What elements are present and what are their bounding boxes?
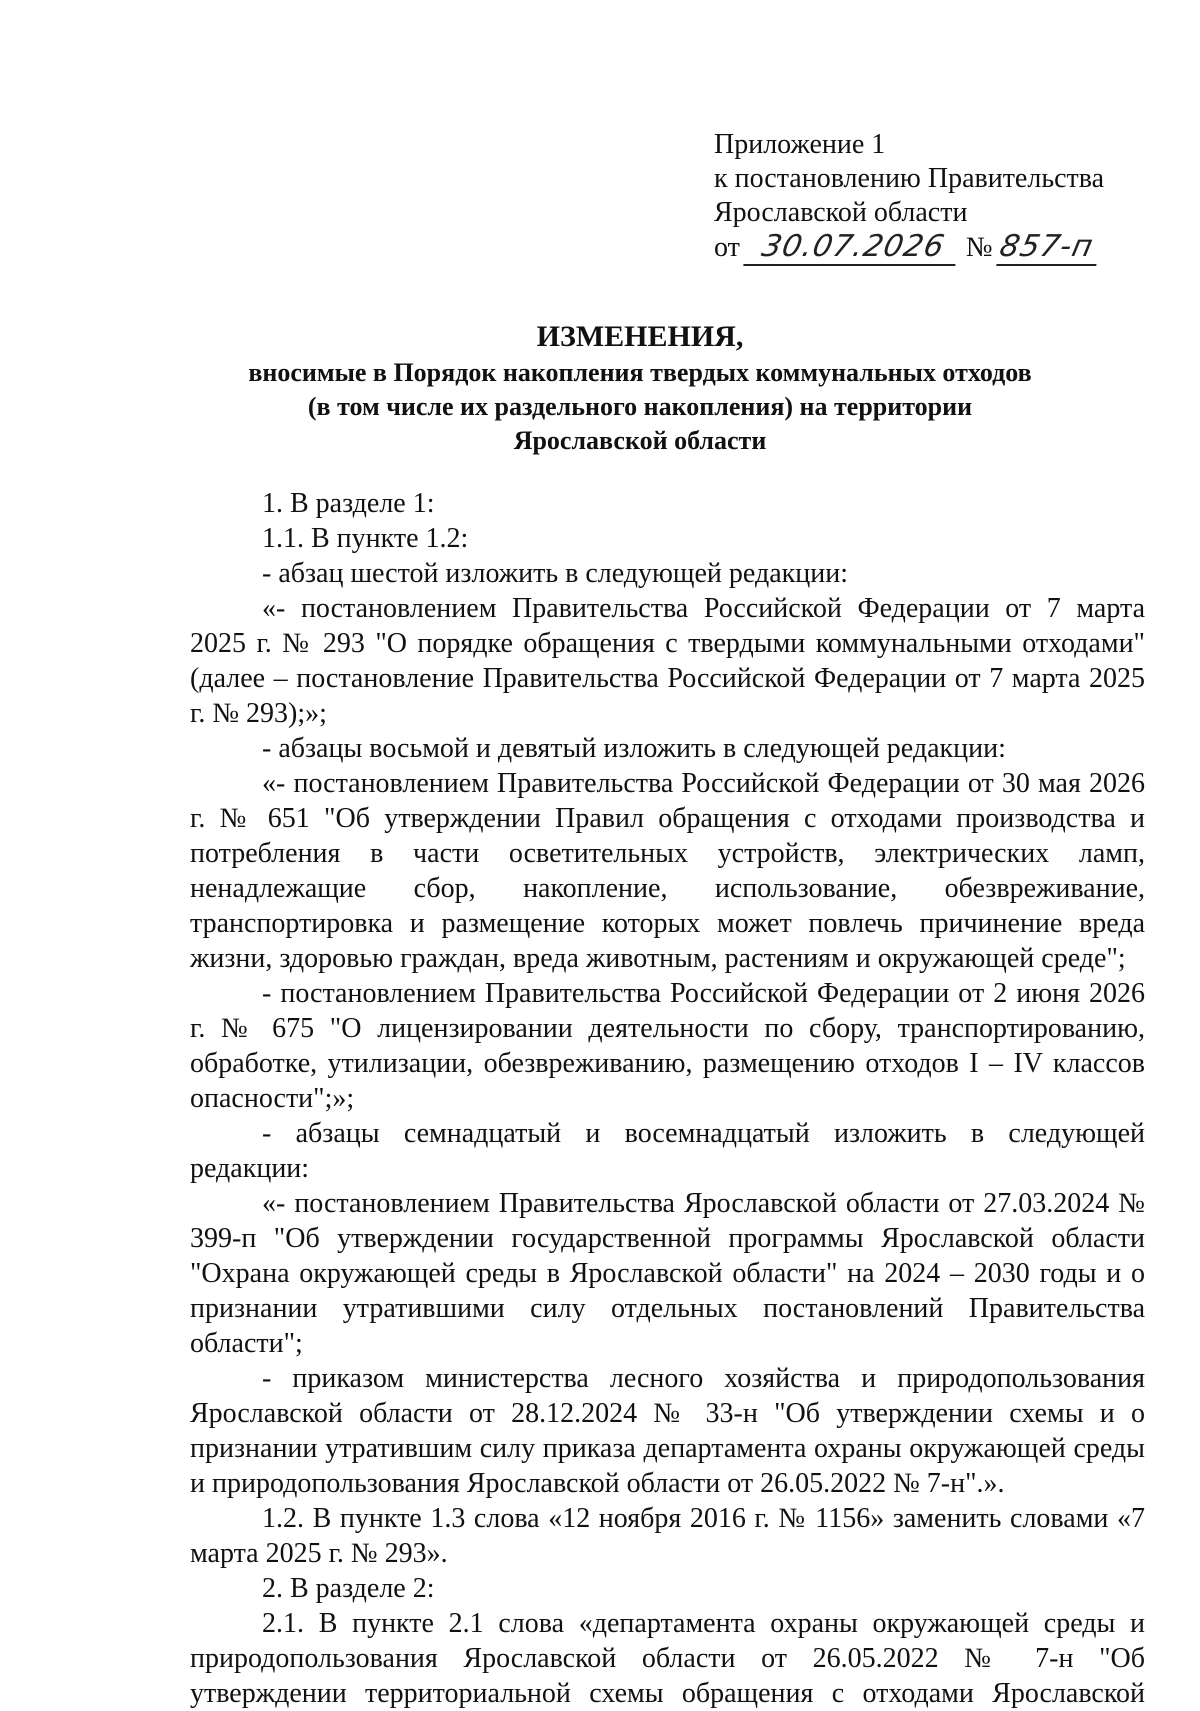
handwritten-date: 30.07.2026 xyxy=(743,230,963,266)
paragraph-quote-651: «- постановлением Правительства Российской Федерации от 30 мая 2026 г. № 651 "Об утверждении Правил обращения с отходами производства и потребления в части осветительных устройств, электрических ламп, ненадлежащие сбор, накопление, использование, обезвреживание, транспортировка и размещение которых может повлечь причинение вреда жизни, здоровью граждан, вреда животным, растениям и окружающей среде"; xyxy=(190,768,1145,974)
paragraph-section-2: 2. В разделе 2: xyxy=(262,1573,435,1604)
title-heading: ИЗМЕНЕНИЯ, xyxy=(536,320,744,353)
paragraph-sixth-abzac: - абзац шестой изложить в следующей редакции: xyxy=(262,558,848,589)
title-line-1: вносимые в Порядок накопления твердых коммунальных отходов xyxy=(248,358,1032,387)
appendix-label: Приложение 1 xyxy=(714,129,886,160)
paragraph-17-18-abzac: - абзацы семнадцатый и восемнадцатый изложить в следующей редакции: xyxy=(190,1118,1145,1184)
appendix-reference: к постановлению Правительства xyxy=(714,163,1105,194)
paragraph-item-1-1: 1.1. В пункте 1.2: xyxy=(262,523,469,554)
paragraph-item-2-1: 2.1. В пункте 2.1 слова «департамента охраны окружающей среды и природопользования Ярославской области от 26.05.2022 № 7-н "Об утверждении территориальной схемы обращения с отходами Ярославской xyxy=(190,1608,1145,1709)
paragraph-quote-399p: «- постановлением Правительства Ярославской области от 27.03.2024 № 399-п "Об утверждении государственной программы Ярославской области "Охрана окружающей среды в Ярославской области" на 2024 – 2030 годы и о признании утратившими силу отдельных постановлений Правительства области"; xyxy=(190,1188,1145,1359)
title-line-2: (в том числе их раздельного накопления) на территории xyxy=(307,392,973,421)
paragraph-order-33n: - приказом министерства лесного хозяйства и природопользования Ярославской области от 28.12.2024 № 33-н "Об утверждении схемы и о признании утратившим силу приказа департамента охраны окружающей среды и природопользования Ярославской области от 26.05.2022 № 7-н".». xyxy=(190,1363,1145,1499)
paragraph-quote-293: «- постановлением Правительства Российской Федерации от 7 марта 2025 г. № 293 "О порядке обращения с твердыми коммунальными отходами" (далее – постановление Правительства Российской Федерации от 7 марта 2025 г. № 293);»; xyxy=(190,593,1145,729)
appendix-header xyxy=(714,128,1154,266)
paragraph-section-1: 1. В разделе 1: xyxy=(262,488,435,519)
from-label: от xyxy=(714,232,740,263)
paragraph-quote-675: - постановлением Правительства Российской Федерации от 2 июня 2026 г. № 675 "О лицензировании деятельности по сбору, транспортированию, обработке, утилизации, обезвреживанию, размещению отходов I – IV классов опасности";»; xyxy=(190,978,1145,1114)
document-title xyxy=(150,318,1110,458)
paragraph-item-1-2: 1.2. В пункте 1.3 слова «12 ноября 2016 г. № 1156» заменить словами «7 марта 2025 г. № 293». xyxy=(190,1503,1145,1569)
number-label: № xyxy=(965,232,993,263)
title-line-3: Ярославской области xyxy=(513,426,767,455)
appendix-region: Ярославской области xyxy=(714,197,968,228)
paragraph-eighth-ninth-abzac: - абзацы восьмой и девятый изложить в следующей редакции: xyxy=(262,733,1006,764)
handwritten-number: 857-п xyxy=(996,230,1104,266)
document-body xyxy=(190,486,1145,1711)
appendix-date-number-line xyxy=(714,230,1154,266)
